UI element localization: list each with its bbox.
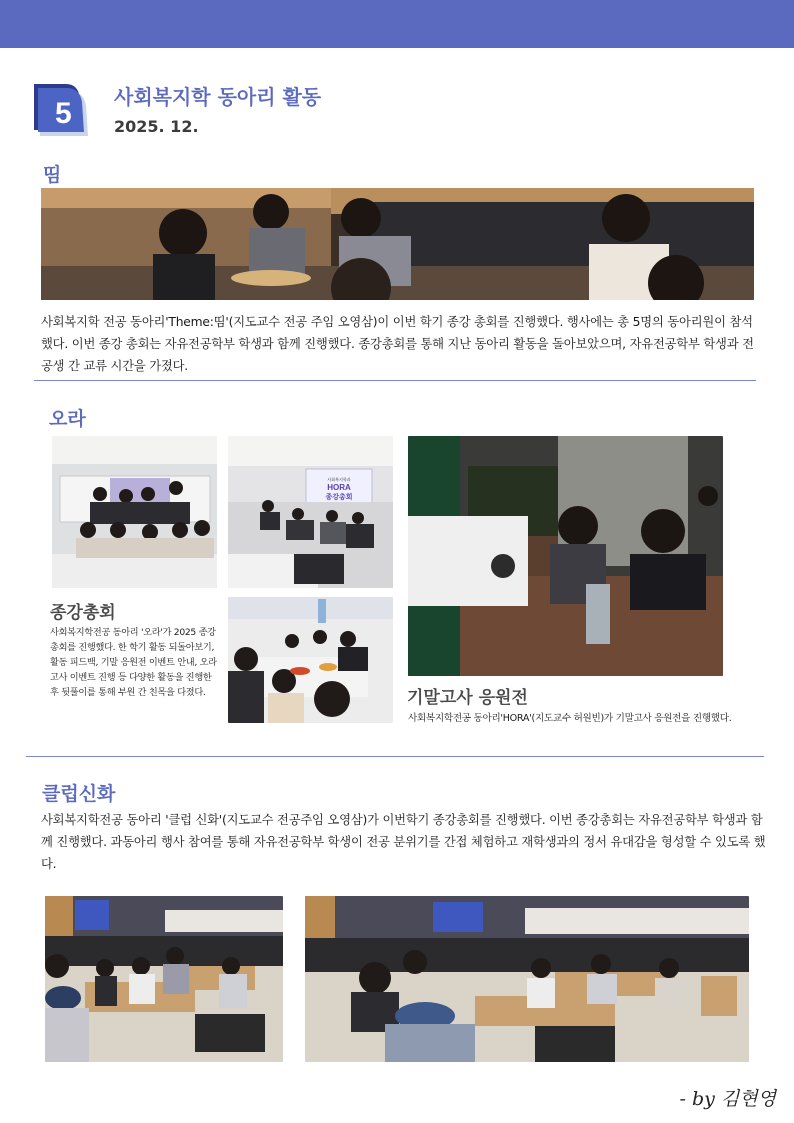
ora-cheer-title: 기말고사 응원전	[407, 688, 528, 708]
ttim-group-photo	[41, 188, 754, 300]
club-shinhwa-description: 사회복지학전공 동아리 '클럽 신화'(지도교수 전공주임 오영삼)가 이번학기 종강총회를 진행했다. 이번 종강총회는 자유전공학부 학생과 함께 진행했다. 과동아리 행사 참여를 통해 자유전공학부 학생이 전공 분위기를 간접 체험하고 재학생과의 정서 유대감을 형성할 수 있도록 했다.	[41, 813, 766, 871]
slide-caption-top: 사회복지학과	[327, 477, 351, 482]
ttim-description: 사회복지학 전공 동아리'Theme:띰'(지도교수 전공 주임 오영삼)이 이번 학기 종강 총회를 진행했다. 행사에는 총 5명의 동아리원이 참석했다. 이번 종강 총회는 자유전공학부 학생과 함께 진행했다. 종강총회를 통해 지난 동아리 활동을 돌아보았으며, 자유전공학부 학생과 전공생 간 교류 시간을 가졌다.	[41, 315, 754, 373]
club-title-ora: 오라	[49, 408, 86, 430]
ora-party-photo	[228, 597, 393, 723]
slide-caption-name: HORA	[327, 483, 351, 492]
club-title-ttim: 띰	[43, 164, 62, 186]
slide-caption-sub: 종강총회	[325, 494, 353, 501]
section-date: 2025. 12.	[114, 117, 199, 136]
section-title: 사회복지학 동아리 활동	[114, 85, 322, 109]
ora-cheer-photo	[408, 436, 723, 676]
author-byline: - by 김현영	[679, 1088, 776, 1110]
ora-presentation-photo	[228, 436, 393, 588]
section-divider	[26, 756, 764, 757]
club-shinhwa-photo-left	[45, 896, 283, 1062]
section-number: 5	[55, 97, 72, 130]
ora-classroom-photo	[52, 436, 217, 588]
ora-closing-title: 종강총회	[50, 603, 116, 623]
club-shinhwa-photo-right	[305, 896, 749, 1062]
ora-closing-description: 사회복지학전공 동아리 '오라'가 2025 종강총회를 진행했다. 한 학기 활동 되돌아보기, 활동 피드백, 기말 응원전 이벤트 안내, 오라고사 이벤트 진행 등 다양한 활동을 진행한 후 뒷풀이를 통해 부원 간 친목을 다졌다.	[50, 627, 217, 698]
ora-cheer-description: 사회복지학전공 동아리'HORA'(지도교수 허원빈)가 기말고사 응원전을 진행했다.	[408, 713, 732, 724]
section-divider	[34, 380, 756, 381]
header-bar	[0, 0, 794, 48]
club-title-club-shinhwa: 클럽신화	[42, 783, 116, 805]
section-number-badge	[30, 80, 94, 138]
